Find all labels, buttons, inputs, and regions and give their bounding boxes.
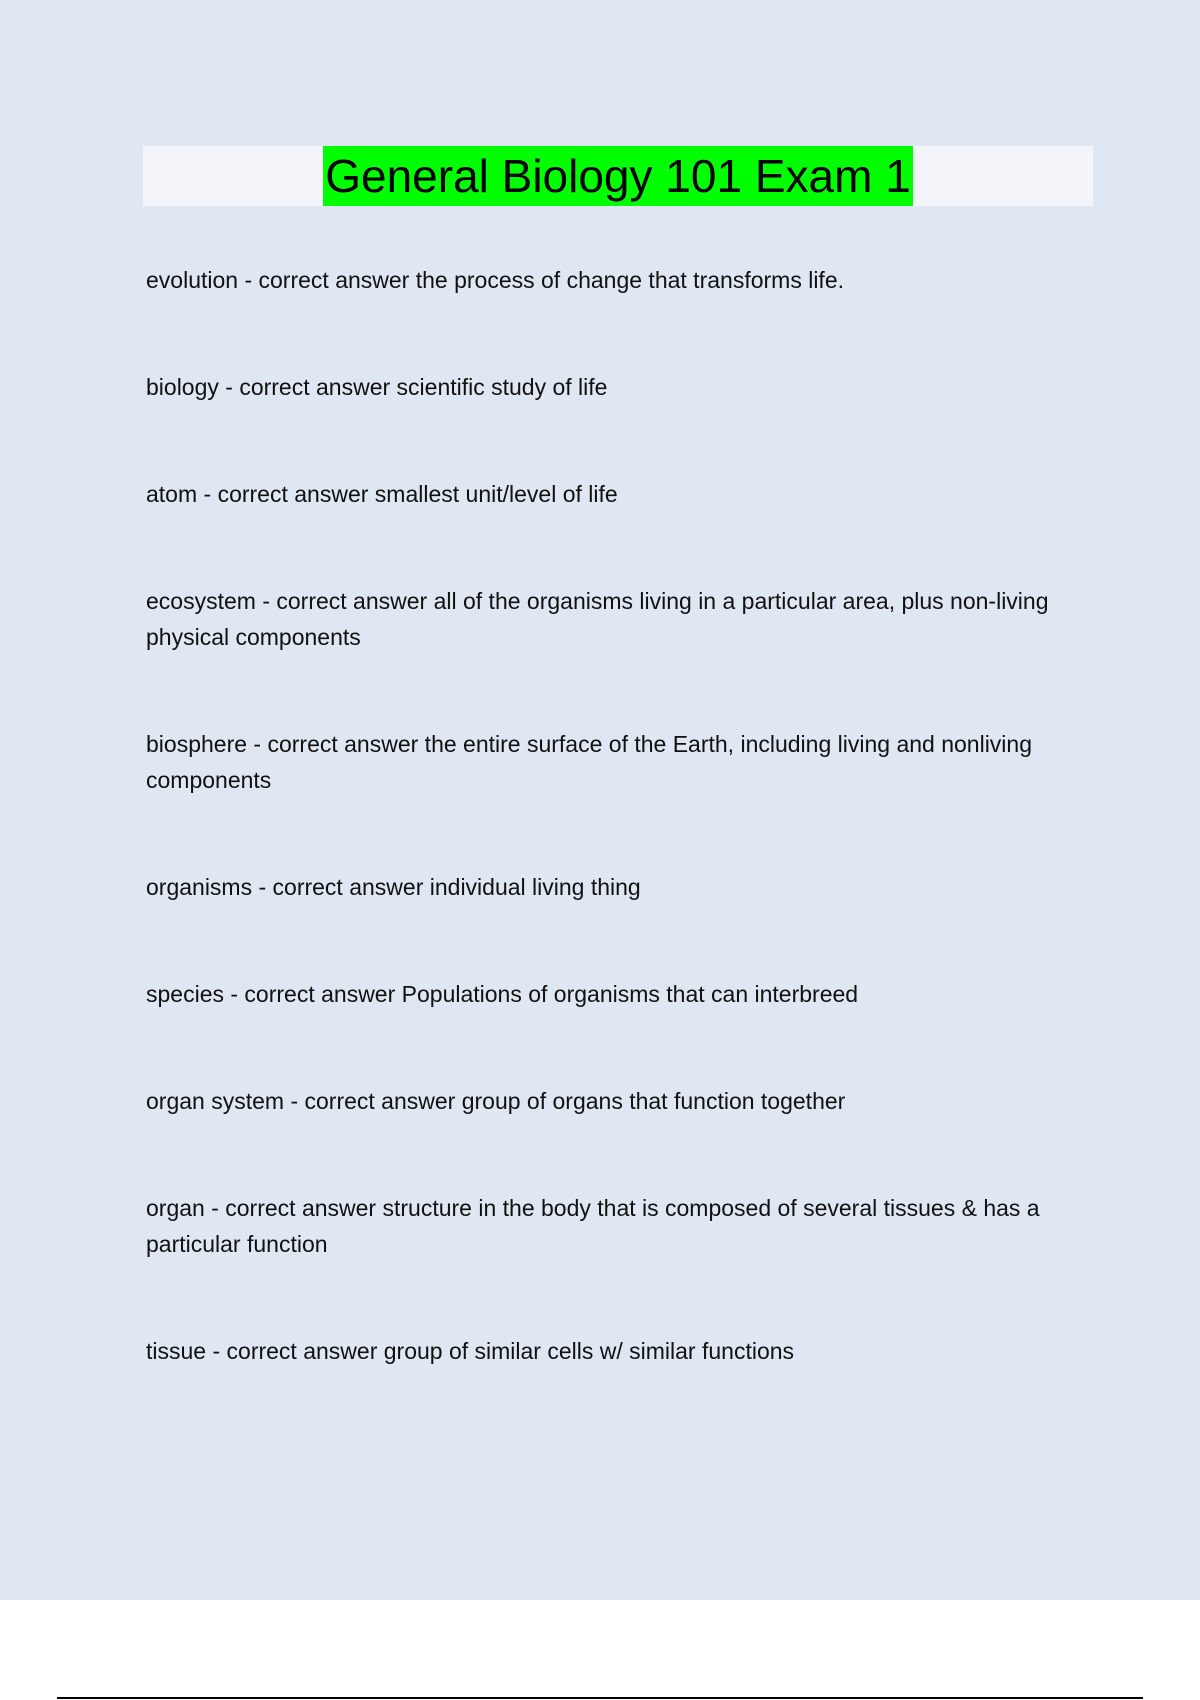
definition-item: organ system - correct answer group of organs that function together [146,1088,846,1114]
title-band [143,146,1093,206]
definition-item: organ - correct answer structure in the body that is composed of several tissues & has a particular function [146,1195,1040,1257]
footer-divider [57,1697,1143,1699]
definition-item: biosphere - correct answer the entire surface of the Earth, including living and nonliving components [146,731,1032,793]
definition-item: organisms - correct answer individual living thing [146,874,641,900]
definition-item: biology - correct answer scientific study of life [146,374,608,400]
definition-list [146,262,1086,1440]
definition-item: species - correct answer Populations of organisms that can interbreed [146,981,859,1007]
definition-item: atom - correct answer smallest unit/level of life [146,481,618,507]
definition-item: evolution - correct answer the process of change that transforms life. [146,267,844,293]
page-title: General Biology 101 Exam 1 [323,146,913,206]
definition-item: ecosystem - correct answer all of the organisms living in a particular area, plus non-living physical components [146,588,1049,650]
definition-item: tissue - correct answer group of similar cells w/ similar functions [146,1338,795,1364]
